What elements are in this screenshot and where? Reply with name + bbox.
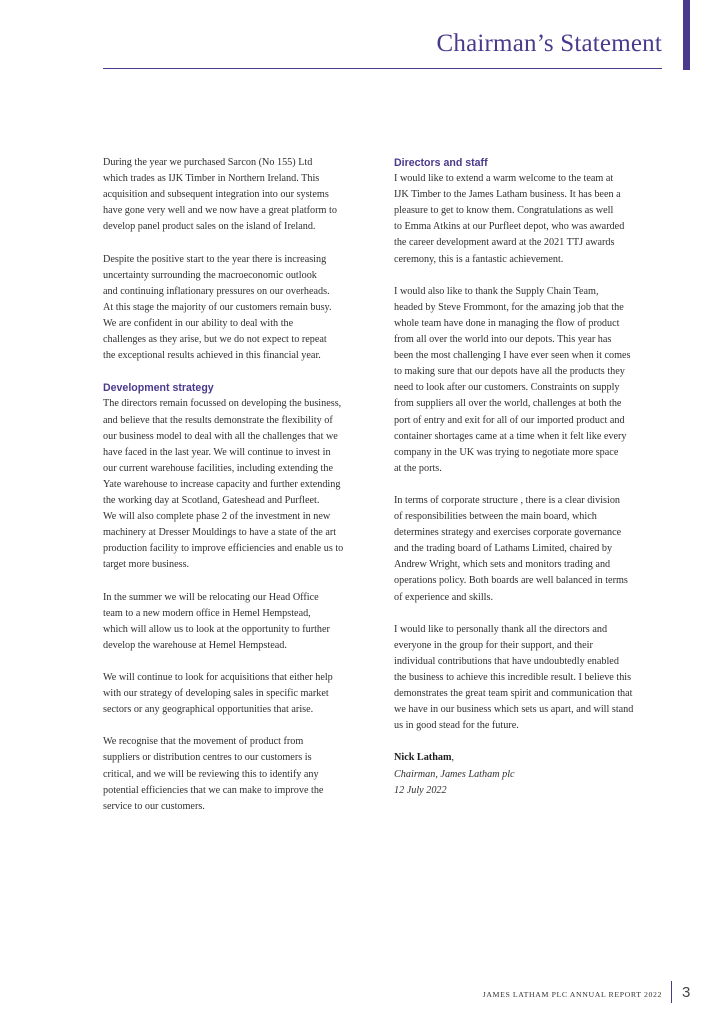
text-line: Despite the positive start to the year there is increasing [103,253,327,265]
text-line: machinery at Dresser Mouldings to have a state of the art [103,527,337,539]
text-line: and believe that the results demonstrate the flexibility of [103,414,333,426]
text-line: Andrew Wright, which sets and monitors trading and [394,559,611,571]
right-column [394,155,666,799]
text-line: the career development award at the 2021 TTJ awards [394,237,615,249]
signature-date: 12 July 2022 [394,784,447,796]
text-line: company in the UK was trying to negotiate more space [394,446,619,458]
text-line: and continuing inflationary pressures on our overheads. [103,285,330,297]
signature-role: Chairman, James Latham plc [394,768,515,780]
movement-paragraph [103,734,375,814]
text-line: operations policy. Both boards are well balanced in terms [394,575,628,587]
development-paragraph [103,396,375,573]
footer-report-title: JAMES LATHAM PLC ANNUAL REPORT 2022 [482,990,662,999]
text-line: I would also like to thank the Supply Chain Team, [394,285,599,297]
text-line: have gone very well and we now have a great platform to [103,205,337,217]
text-line: We will also complete phase 2 of the investment in new [103,511,331,523]
text-line: challenges as they arise, but we do not expect to repeat [103,334,327,346]
text-line: which trades as IJK Timber in Northern Ireland. This [103,173,320,185]
text-line: We recognise that the movement of product from [103,736,304,748]
text-line: us in good stead for the future. [394,720,519,732]
text-line: The directors remain focussed on developing the business, [103,398,342,410]
text-line: ceremony, this is a fantastic achievement. [394,253,564,265]
text-line: everyone in the group for their support, and their [394,639,593,651]
text-line: develop the warehouse at Hemel Hempstead. [103,639,287,651]
thanks-paragraph [394,622,666,735]
text-line: the exceptional results achieved in this financial year. [103,350,321,362]
text-line: During the year we purchased Sarcon (No 155) Ltd [103,157,313,168]
text-line: potential efficiencies that we can make to improve the [103,784,324,796]
signature-name-suffix: , [451,752,454,764]
text-line: headed by Steve Frommont, for the amazing job that the [394,301,624,313]
text-line: need to look after our customers. Constraints on supply [394,382,620,394]
text-line: I would like to extend a warm welcome to the team at [394,173,614,185]
text-line: container shortages came at a time when it felt like every [394,430,627,442]
text-line: pleasure to get to know them. Congratulations as well [394,205,614,217]
text-line: In the summer we will be relocating our Head Office [103,591,319,603]
text-line: acquisition and subsequent integration into our systems [103,189,329,201]
text-line: team to a new modern office in Hemel Hempstead, [103,607,311,619]
text-line: IJK Timber to the James Latham business. It has been a [394,189,621,201]
text-line: determines strategy and exercises corporate governance [394,527,622,539]
text-line: whole team have done in managing the flow of product [394,317,620,329]
corporate-structure-paragraph [394,493,666,606]
text-line: we have in our business which sets us apart, and will stand [394,704,634,716]
text-line: develop panel product sales on the island of Ireland. [103,221,316,233]
outlook-paragraph [103,252,375,365]
welcome-paragraph [394,171,666,268]
text-line: service to our customers. [103,800,205,812]
text-line: uncertainty surrounding the macroeconomic outlook [103,269,317,281]
text-line: the working day at Scotland, Gateshead and Purfleet. [103,494,320,506]
signature-name: Nick Latham [394,752,452,764]
text-line: At this stage the majority of our customers remain busy. [103,301,332,313]
supply-chain-paragraph [394,284,666,477]
text-line: critical, and we will be reviewing this to identify any [103,768,319,780]
text-line: our current warehouse facilities, including extending the [103,462,333,474]
text-line: sectors or any geographical opportunities that arise. [103,704,314,716]
page-number: 3 [682,984,691,1001]
text-line: We will continue to look for acquisitions that either help [103,672,333,683]
text-line: have faced in the last year. We will continue to invest in [103,446,331,458]
text-line: our business model to deal with all the challenges that we [103,430,338,442]
text-line: production facility to improve efficiencies and enable us to [103,543,344,555]
page-title: Chairman’s Statement [436,30,662,57]
text-line: port of entry and exit for all of our imported product and [394,414,625,426]
footer-divider [671,981,672,1003]
text-line: suppliers or distribution centres to our customers is [103,752,312,764]
text-line: demonstrates the great team spirit and communication that [394,688,633,700]
text-line: of responsibilities between the main board, which [394,511,597,523]
text-line: at the ports. [394,462,442,474]
intro-paragraph [103,155,375,235]
text-line: We are confident in our ability to deal with the [103,317,294,329]
text-line: to making sure that our depots have all the products they [394,366,625,378]
text-line: to Emma Atkins at our Purfleet depot, who was awarded [394,221,625,233]
text-line: individual contributions that have undoubtedly enabled [394,655,619,667]
head-office-paragraph [103,590,375,654]
left-column [103,155,375,831]
text-line: Yate warehouse to increase capacity and further extending [103,478,341,490]
text-line: target more business. [103,559,190,571]
development-strategy-heading: Development strategy [103,382,214,395]
text-line: from suppliers all over the world, challenges at both the [394,398,622,410]
text-line: I would like to personally thank all the directors and [394,623,608,635]
text-line: the business to achieve this incredible result. I believe this [394,672,632,683]
text-line: which will allow us to look at the opportunity to further [103,623,330,635]
text-line: with our strategy of developing sales in specific market [103,688,329,700]
directors-and-staff-heading: Directors and staff [394,157,488,169]
text-line: been the most challenging I have ever seen when it comes [394,350,631,362]
text-line: of experience and skills. [394,591,494,603]
title-divider [103,68,662,69]
text-line: from all over the world into our depots. This year has [394,334,612,346]
signature-block [394,750,666,798]
header-accent-bar [683,0,690,70]
text-line: and the trading board of Lathams Limited, chaired by [394,543,613,555]
text-line: In terms of corporate structure , there is a clear division [394,494,621,506]
acquisitions-paragraph [103,670,375,718]
